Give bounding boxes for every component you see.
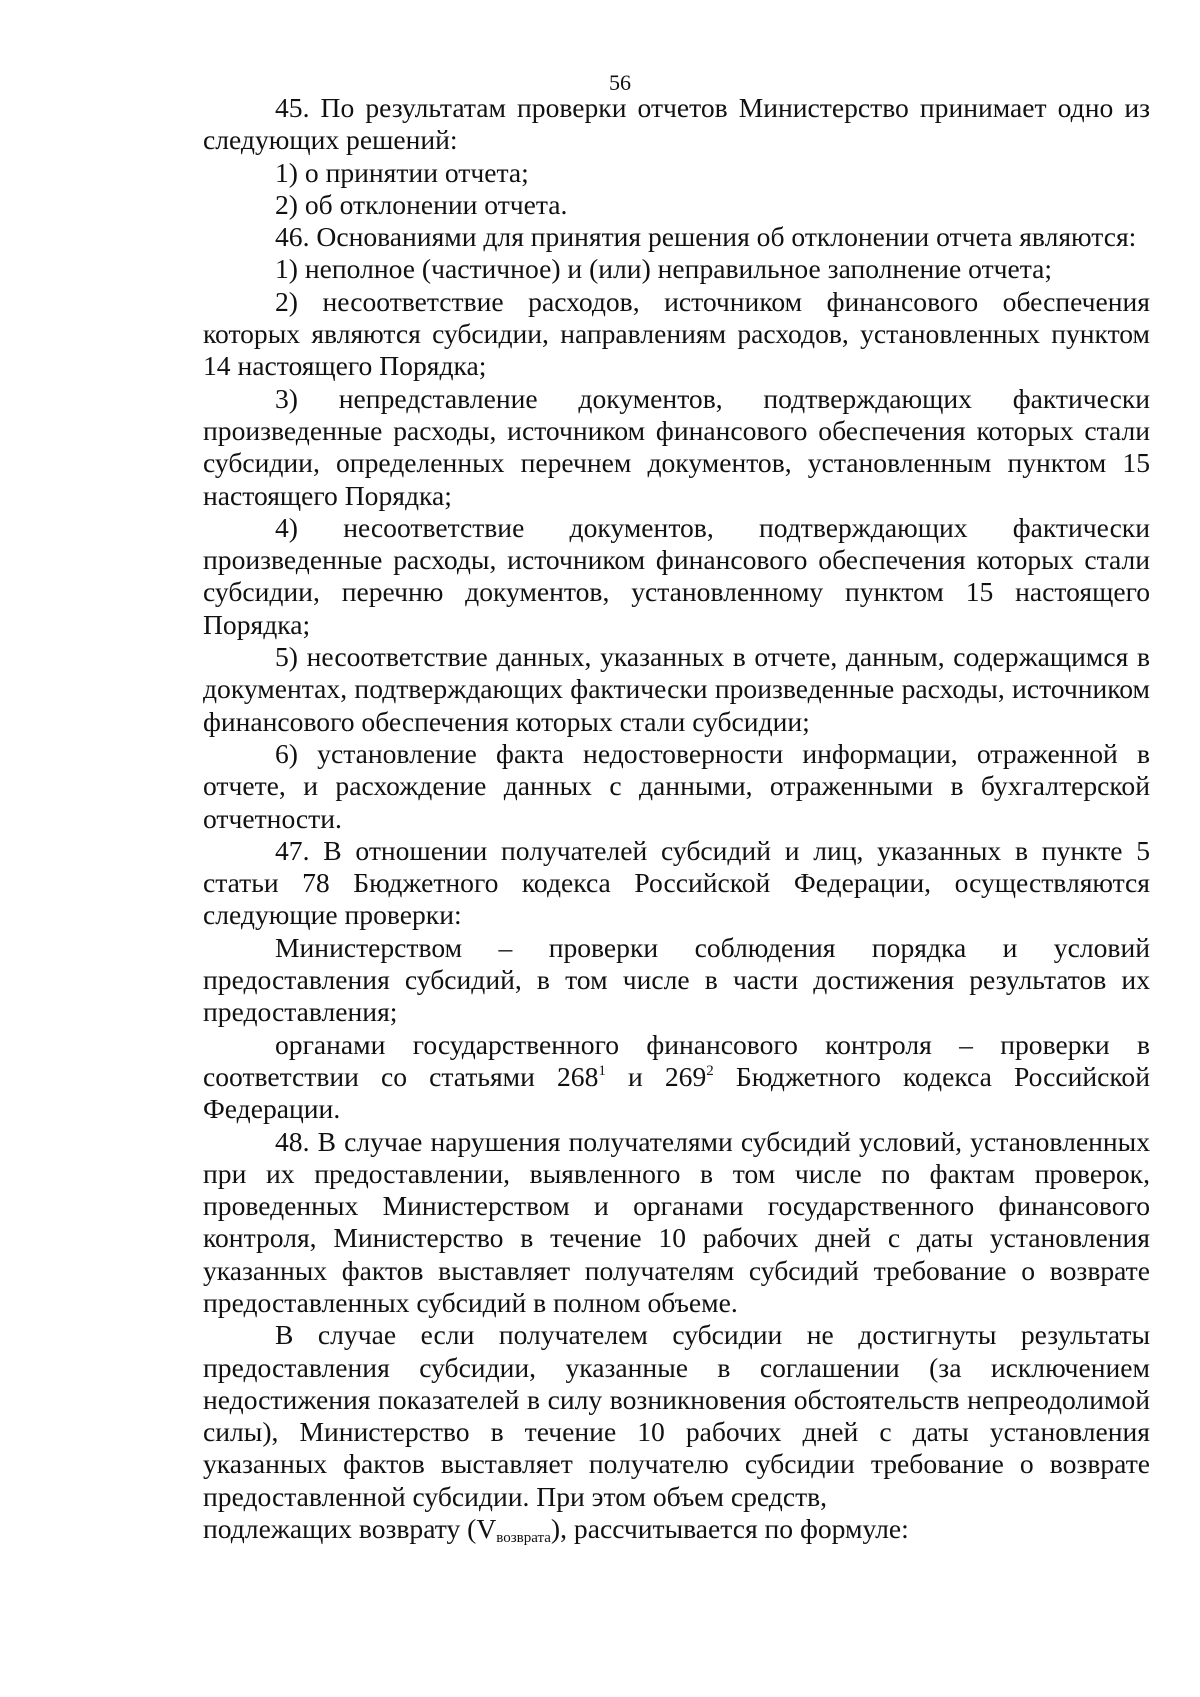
paragraph-47: 47. В отношении получателей субсидий и лиц, указанных в пункте 5 статьи 78 Бюджетного кодекса Российской Федерации, осуществляются следующие проверки: (203, 834, 1150, 931)
volume-return-subscript: возврата (496, 1530, 551, 1547)
paragraph-45: 45. По результатам проверки отчетов Министерство принимает одно из следующих решений: (203, 92, 1150, 156)
paragraph-46-item-6: 6) установление факта недостоверности информации, отраженной в отчете, и расхождение данных с данными, отраженными в бухгалтерской отчетности. (203, 737, 1150, 834)
paragraph-46: 46. Основаниями для принятия решения об отклонении отчета являются: (275, 221, 1137, 253)
paragraph-45-item-1: 1) о принятии отчета; (275, 156, 529, 188)
document-body (203, 92, 1150, 1545)
formula-text-before: подлежащих возврату (V (203, 1513, 497, 1545)
control-text-before: органами государственного финансового контроля – проверки в соответствии со статьями 268 (203, 1028, 1150, 1092)
control-text-middle: и 269 (605, 1060, 707, 1092)
article-268-superscript: 1 (598, 1062, 606, 1079)
paragraph-46-item-5: 5) несоответствие данных, указанных в отчете, данным, содержащимся в документах, подтверждающих фактически произведенные расходы, источником финансового обеспечения которых стали субсидии; (203, 641, 1150, 737)
page-number: 56 (609, 70, 631, 95)
paragraph-46-item-1: 1) неполное (частичное) и (или) неправильное заполнение отчета; (275, 253, 1053, 285)
paragraph-46-item-3: 3) непредставление документов, подтверждающих фактически произведенные расходы, источником финансового обеспечения которых стали субсидии, определенных перечнем документов, установленным пунктом 15 настоящего Порядка; (203, 382, 1150, 511)
paragraph-47-control-bodies (203, 1029, 1150, 1126)
paragraph-45-item-2: 2) об отклонении отчета. (275, 188, 568, 220)
formula-text-after: ), рассчитывается по формуле: (550, 1513, 909, 1545)
paragraph-46-item-2: 2) несоответствие расходов, источником финансового обеспечения которых являются субсидии, направлениям расходов, установленных пунктом 14 настоящего Порядка; (203, 285, 1150, 382)
article-269-superscript: 2 (706, 1062, 714, 1079)
control-text-after: Бюджетного кодекса Российской Федерации. (203, 1060, 1150, 1125)
paragraph-formula-intro (203, 1513, 1150, 1545)
paragraph-47-ministry: Министерством – проверки соблюдения порядка и условий предоставления субсидий, в том числе в части достижения результатов их предоставления; (203, 931, 1150, 1028)
paragraph-48: 48. В случае нарушения получателями субсидий условий, установленных при их предоставлении, выявленного в том числе по фактам проверок, проведенных Министерством и органами государственного финансового контроля, Министерство в течение 10 рабочих дней с даты установления указанных фактов выставляет получателям субсидий требование о возврате предоставленных субсидий в полном объеме. (203, 1125, 1150, 1318)
paragraph-46-item-4: 4) несоответствие документов, подтверждающих фактически произведенные расходы, источником финансового обеспечения которых стали субсидии, перечню документов, установленному пунктом 15 настоящего Порядка; (203, 511, 1150, 640)
paragraph-48-results: В случае если получателем субсидии не достигнуты результаты предоставления субсидии, указанные в соглашении (за исключением недостижения показателей в силу возникновения обстоятельств непреодолимой силы), Министерство в течение 10 рабочих дней с даты установления указанных фактов выставляет получателю субсидии требование о возврате предоставленной субсидии. При этом объем средств, (203, 1319, 1150, 1512)
